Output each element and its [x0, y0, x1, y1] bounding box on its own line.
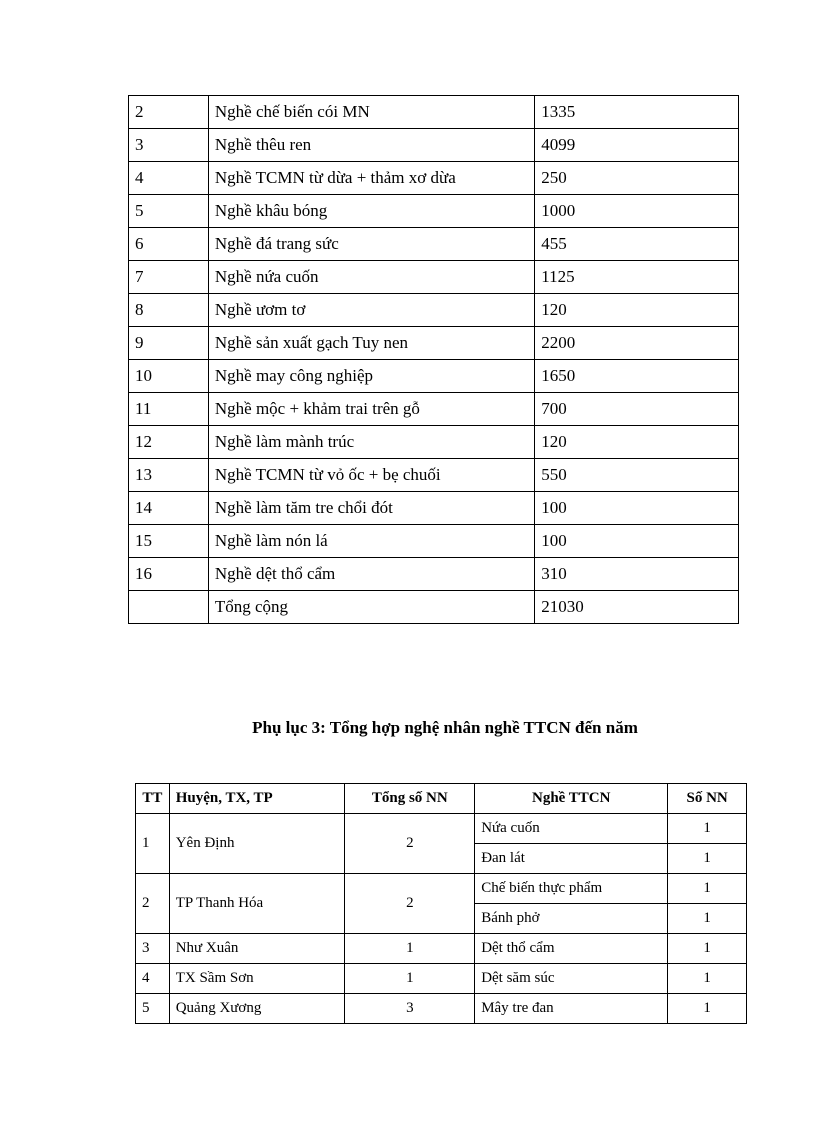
table-row [129, 129, 739, 162]
craft-count: 100 [535, 525, 739, 558]
table-row [129, 492, 739, 525]
craft-count: 1 [668, 844, 747, 874]
craft-count: 1 [668, 934, 747, 964]
craft-count: 1 [668, 904, 747, 934]
artisans-table-body [136, 814, 747, 1024]
row-number: 9 [129, 327, 209, 360]
row-number: 6 [129, 228, 209, 261]
table-row [136, 934, 747, 964]
district-number: 4 [136, 964, 170, 994]
craft-count: 550 [535, 459, 739, 492]
craft-name: Nứa cuốn [475, 814, 668, 844]
header-craft: Nghề TTCN [475, 784, 668, 814]
appendix-title: Phụ lục 3: Tổng hợp nghệ nhân nghề TTCN đến năm [252, 718, 638, 737]
craft-count: 120 [535, 426, 739, 459]
district-name: TP Thanh Hóa [169, 874, 345, 934]
craft-workers-table [128, 95, 739, 624]
craft-count: 1 [668, 814, 747, 844]
district-total: 1 [345, 934, 475, 964]
row-number: 16 [129, 558, 209, 591]
district-total: 1 [345, 964, 475, 994]
craft-count: 700 [535, 393, 739, 426]
row-number: 11 [129, 393, 209, 426]
row-number: 14 [129, 492, 209, 525]
header-tt: TT [136, 784, 170, 814]
table-row [129, 393, 739, 426]
craft-name: Nghề làm mành trúc [208, 426, 534, 459]
craft-name: Bánh phở [475, 904, 668, 934]
table-row [129, 294, 739, 327]
craft-name: Chế biến thực phẩm [475, 874, 668, 904]
craft-count: 1650 [535, 360, 739, 393]
craft-workers-table-body [129, 96, 739, 624]
craft-count: 2200 [535, 327, 739, 360]
craft-name: Nghề thêu ren [208, 129, 534, 162]
table-row [129, 525, 739, 558]
table-row [136, 814, 747, 844]
row-number: 4 [129, 162, 209, 195]
craft-count: 455 [535, 228, 739, 261]
row-number: 3 [129, 129, 209, 162]
district-name: TX Sầm Sơn [169, 964, 345, 994]
header-count: Số NN [668, 784, 747, 814]
craft-name: Mây tre đan [475, 994, 668, 1024]
district-total: 2 [345, 874, 475, 934]
craft-count: 1 [668, 874, 747, 904]
table-row [129, 162, 739, 195]
artisans-table-header [136, 784, 747, 814]
craft-name: Nghề mộc + khảm trai trên gỗ [208, 393, 534, 426]
table-row [129, 195, 739, 228]
table-row [129, 261, 739, 294]
craft-name: Nghề ươm tơ [208, 294, 534, 327]
table-row [136, 964, 747, 994]
total-label: Tổng cộng [208, 591, 534, 624]
craft-name: Nghề đá trang sức [208, 228, 534, 261]
district-total: 3 [345, 994, 475, 1024]
craft-count: 120 [535, 294, 739, 327]
district-number: 2 [136, 874, 170, 934]
district-number: 3 [136, 934, 170, 964]
header-total: Tổng số NN [345, 784, 475, 814]
craft-name: Nghề TCMN từ dừa + thảm xơ dừa [208, 162, 534, 195]
craft-name: Đan lát [475, 844, 668, 874]
table-row [136, 994, 747, 1024]
total-row [129, 591, 739, 624]
craft-count: 310 [535, 558, 739, 591]
table-row [129, 96, 739, 129]
district-total: 2 [345, 814, 475, 874]
row-number: 13 [129, 459, 209, 492]
craft-count: 250 [535, 162, 739, 195]
row-number: 7 [129, 261, 209, 294]
row-number: 10 [129, 360, 209, 393]
table-row [129, 327, 739, 360]
craft-name: Nghề sản xuất gạch Tuy nen [208, 327, 534, 360]
district-name: Yên Định [169, 814, 345, 874]
total-value: 21030 [535, 591, 739, 624]
craft-count: 1 [668, 964, 747, 994]
table-row [129, 228, 739, 261]
craft-name: Nghề may công nghiệp [208, 360, 534, 393]
header-row [136, 784, 747, 814]
artisans-table [135, 783, 747, 1024]
total-number [129, 591, 209, 624]
district-number: 5 [136, 994, 170, 1024]
district-number: 1 [136, 814, 170, 874]
craft-name: Nghề làm tăm tre chổi đót [208, 492, 534, 525]
district-name: Như Xuân [169, 934, 345, 964]
row-number: 8 [129, 294, 209, 327]
table-row [136, 874, 747, 904]
table-row [129, 558, 739, 591]
row-number: 15 [129, 525, 209, 558]
district-name: Quảng Xương [169, 994, 345, 1024]
craft-count: 100 [535, 492, 739, 525]
row-number: 12 [129, 426, 209, 459]
craft-name: Dệt săm súc [475, 964, 668, 994]
craft-count: 1335 [535, 96, 739, 129]
craft-name: Nghề TCMN từ vỏ ốc + bẹ chuối [208, 459, 534, 492]
table-row [129, 426, 739, 459]
craft-count: 1000 [535, 195, 739, 228]
header-district: Huyện, TX, TP [169, 784, 345, 814]
craft-name: Nghề chế biến cói MN [208, 96, 534, 129]
craft-count: 4099 [535, 129, 739, 162]
craft-name: Nghề nứa cuốn [208, 261, 534, 294]
craft-name: Dệt thổ cẩm [475, 934, 668, 964]
table-row [129, 459, 739, 492]
row-number: 5 [129, 195, 209, 228]
craft-count: 1125 [535, 261, 739, 294]
craft-name: Nghề dệt thổ cẩm [208, 558, 534, 591]
table-row [129, 360, 739, 393]
craft-name: Nghề làm nón lá [208, 525, 534, 558]
row-number: 2 [129, 96, 209, 129]
craft-count: 1 [668, 994, 747, 1024]
craft-name: Nghề khâu bóng [208, 195, 534, 228]
